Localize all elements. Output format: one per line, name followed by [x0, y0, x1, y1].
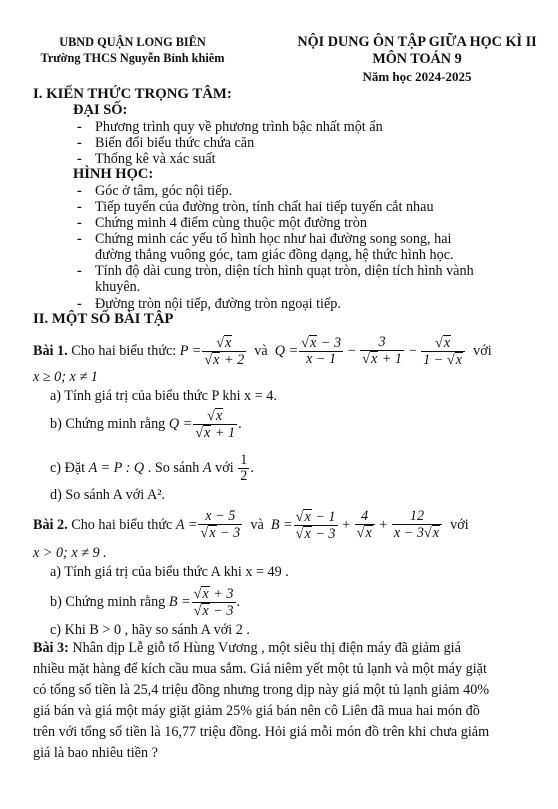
- bai2-condition: x > 0; x ≠ 9 .: [33, 545, 107, 561]
- list-item: - Thống kê và xác suất: [77, 151, 216, 167]
- list-item: - Góc ở tâm, góc nội tiếp.: [77, 183, 233, 199]
- district-name: UBND QUẬN LONG BIÊN: [59, 35, 206, 49]
- list-item-continuation: khuyên.: [95, 279, 141, 295]
- subject-title: MÔN TOÁN 9: [372, 51, 462, 67]
- header-left: [40, 34, 225, 66]
- bai3-line: trên với tổng số tiền là 16,77 triệu đồng. Hỏi giá mỗi món đồ trên khi chưa giảm: [33, 724, 490, 740]
- fraction: $\frac{x - 5}{√x - 3}$: [200, 508, 241, 541]
- bai2-statement: Bài 2. Cho hai biểu thức A = $\frac{x - 5}{√x - 3}$ và B = $\frac{√x - 1}{√x - 3}$ + $\frac{4}{√x}$ + $\frac{12}{x - 3√x}$ với: [33, 508, 469, 542]
- fraction: $\frac{√x + 3}{√x - 3}$: [193, 585, 234, 619]
- bai2-label: Bài 2.: [33, 516, 68, 533]
- bai1-label: Bài 1.: [33, 342, 68, 359]
- geometry-heading: HÌNH HỌC:: [73, 166, 154, 182]
- school-year: Năm học 2024-2025: [362, 69, 472, 84]
- fraction: $\frac{√x}{√x + 2}$: [204, 334, 245, 368]
- bai3-line: giá là bao nhiêu tiền ?: [33, 745, 158, 761]
- list-item: - Chứng minh các yếu tố hình học như hai đường song song, hai: [77, 231, 452, 247]
- bai1-part-a: a) Tính giá trị của biểu thức P khi x = 4.: [50, 388, 277, 404]
- fraction: $\frac{12}{x - 3√x}$: [392, 509, 442, 541]
- fraction: $\frac{√x}{1 - √x}$: [421, 335, 465, 368]
- list-item: - Đường tròn nội tiếp, đường tròn ngoại tiếp.: [77, 296, 341, 312]
- bai2-part-b: b) Chứng minh rằng B = $\frac{√x + 3}{√x - 3}$ .: [50, 585, 241, 619]
- school-name: Trường THCS Nguyễn Bỉnh khiêm: [40, 51, 225, 65]
- bai3-line: có tổng số tiền là 25,4 triệu đồng nhưng trong dịp này giá một tủ lạnh giảm 40%: [33, 682, 490, 698]
- bai1-part-c: c) Đặt A = P : Q . So sánh A với $\frac{1}{2}$ .: [50, 451, 254, 484]
- bai1-part-b: b) Chứng minh rằng Q = $\frac{√x}{√x + 1}$ .: [50, 407, 242, 441]
- list-item: - Phương trình quy về phương trình bậc nhất một ẩn: [77, 119, 383, 135]
- bai3-line: nhiều mặt hàng để kích cầu mua sắm. Giá niêm yết một tủ lạnh và một máy giặt: [33, 661, 487, 677]
- list-item-continuation: đường thẳng vuông góc, tam giác đồng dạng, hệ thức hình học.: [95, 247, 454, 263]
- formula-B: B =: [270, 516, 293, 533]
- fraction: $\frac{4}{√x}$: [355, 509, 375, 541]
- bai1-statement: Bài 1. Cho hai biểu thức: P = $\frac{√x}{√x + 2}$ và Q = $\frac{√x - 3}{x - 1}$ − $\frac{3}{√x + 1}$ − $\frac{√x}{1 - √x}$ với: [33, 334, 492, 368]
- bai2-part-c: c) Khi B > 0 , hãy so sánh A với 2 .: [50, 622, 250, 638]
- bai3-line: Bài 3: Nhân dịp Lễ giỗ tổ Hùng Vương , một siêu thị điện máy đã giảm giá: [33, 640, 461, 656]
- bai1-condition: x ≥ 0; x ≠ 1: [33, 369, 98, 385]
- fraction: $\frac{1}{2}$: [240, 451, 248, 484]
- fraction: $\frac{√x}{√x + 1}$: [195, 407, 236, 441]
- fraction: $\frac{√x - 3}{x - 1}$: [301, 335, 342, 367]
- bai2-part-a: a) Tính giá trị của biểu thức A khi x = 49 .: [50, 564, 289, 580]
- bai3-line: giá bán và giá một máy giặt giảm 25% giá bán nên cô Liên đã mua hai món đồ: [33, 703, 480, 719]
- header-right: [283, 34, 551, 85]
- list-item: - Chứng minh 4 điểm cùng thuộc một đường tròn: [77, 215, 367, 231]
- algebra-heading: ĐẠI SỐ:: [73, 102, 128, 118]
- formula-A: A =: [175, 516, 198, 533]
- section2-heading: II. MỘT SỐ BÀI TẬP: [33, 311, 174, 327]
- fraction: $\frac{3}{√x + 1}$: [362, 334, 403, 367]
- list-item: - Biến đổi biểu thức chứa căn: [77, 135, 255, 151]
- bai1-part-d: d) So sánh A với A².: [50, 487, 166, 503]
- list-item: - Tiếp tuyến của đường tròn, tính chất hai tiếp tuyến cắt nhau: [77, 199, 434, 215]
- document-title: NỘI DUNG ÔN TẬP GIỮA HỌC KÌ II: [297, 34, 537, 50]
- formula-P: P =: [179, 342, 202, 359]
- fraction: $\frac{√x - 1}{√x - 3}$: [295, 508, 336, 542]
- list-item: - Tính độ dài cung tròn, diện tích hình quạt tròn, diện tích hình vành: [77, 263, 474, 279]
- bai3-label: Bài 3:: [33, 640, 69, 656]
- section1-heading: I. KIẾN THỨC TRỌNG TÂM:: [33, 86, 232, 102]
- formula-Q: Q =: [274, 342, 299, 359]
